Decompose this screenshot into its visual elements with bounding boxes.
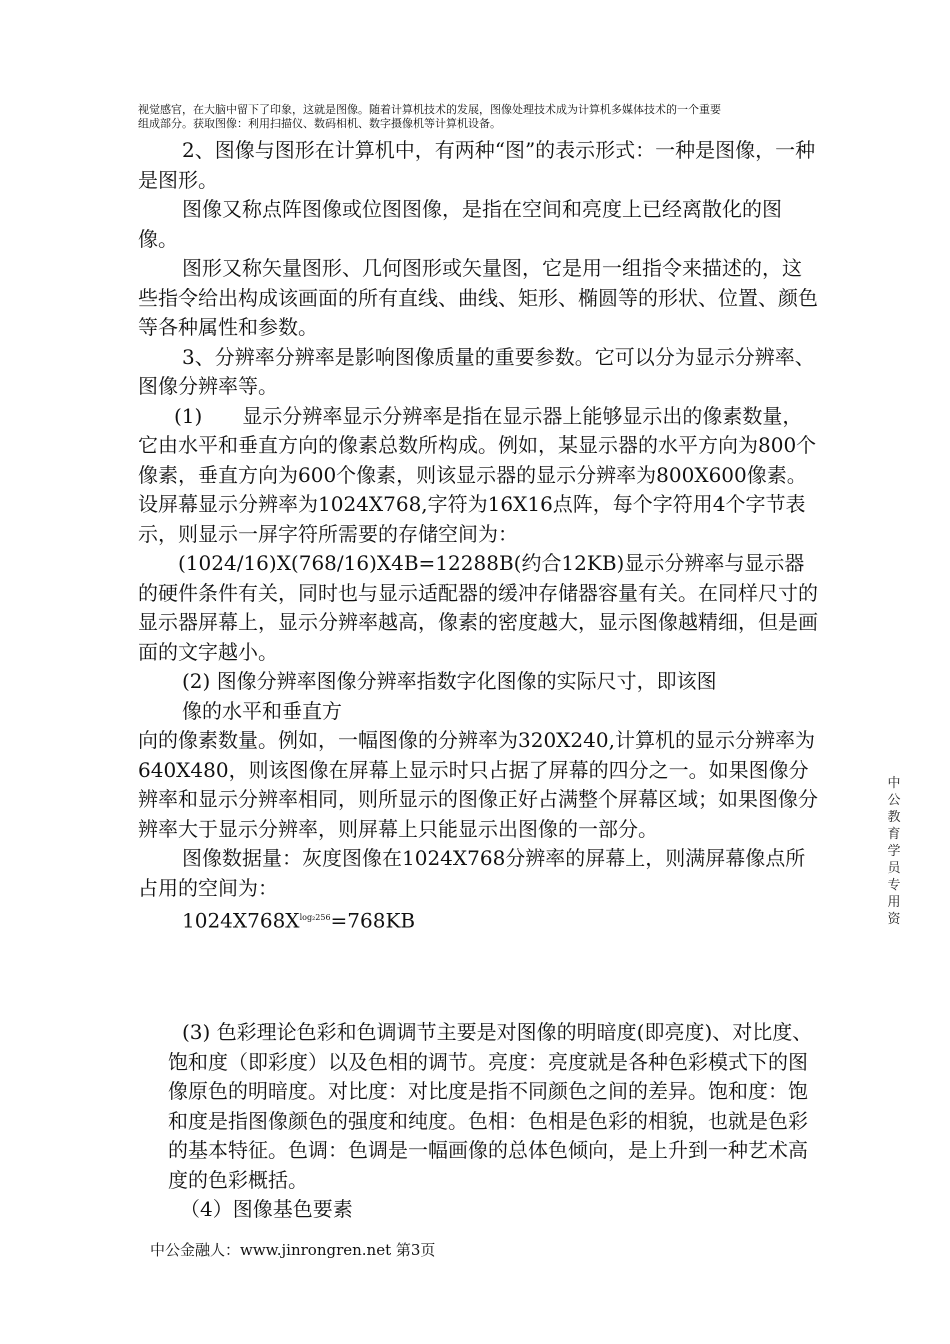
paragraph-image-resolution-b: 像的水平和垂直方	[182, 698, 342, 723]
paragraph-image-resolution-c: 向的像素数量。例如，一幅图像的分辨率为320X240,计算机的显示分辨率为640X480，则该图像在屏幕上显示时只占据了屏幕的四分之一。如果图像分辨率和显示分辨率相同，则所显示的图像正好占满整个屏幕区域；如果图像分辨率大于显示分辨率，则屏幕上只能显示出图像的一部分。	[138, 728, 818, 841]
intro-line-1: 视觉感官，在大脑中留下了印象，这就是图像。随着计算机技术的发展，图像处理技术成为计算机多媒体技术的一个重要	[138, 103, 721, 116]
paragraph-bitmap: 图像又称点阵图像或位图图像，是指在空间和亮度上已经离散化的图像。	[138, 197, 782, 251]
paragraph-image-resolution-a: (2) 图像分辨率图像分辨率指数字化图像的实际尺寸，即该图	[182, 669, 717, 693]
paragraph-resolution: 3、分辨率分辨率是影响图像质量的重要参数。它可以分为显示分辨率、图像分辨率等。	[138, 344, 815, 398]
paragraph-storage-calc: (1024/16)X(768/16)X4B=12288B(约合12KB)显示分辨率与显示器的硬件条件有关，同时也与显示适配器的缓冲存储器容量有关。在同样尺寸的显示器屏幕上，显示分辨率越高，像素的密度越大，显示图像越精细，但是画面的文字越小。	[138, 551, 818, 664]
body-block-2	[168, 1018, 818, 1225]
body-block-1	[138, 136, 818, 936]
formula-tail: =768KB	[330, 908, 416, 933]
page-footer: 中公金融人：www.jinrongren.net 第3页	[150, 1241, 436, 1259]
side-watermark: 中公教育学员专用资	[887, 776, 901, 927]
paragraph-image-vs-graphic: 2、图像与图形在计算机中，有两种“图”的表示形式：一种是图像，一种是图形。	[138, 138, 816, 192]
paragraph-vector: 图形又称矢量图形、几何图形或矢量图，它是用一组指令来描述的，这些指令给出构成该画面的所有直线、曲线、矩形、椭圆等的形状、位置、颜色等各种属性和参数。	[138, 256, 818, 339]
paragraph-color-theory: (3) 色彩理论色彩和色调调节主要是对图像的明暗度(即亮度)、对比度、饱和度（即彩度）以及色相的调节。亮度：亮度就是各种色彩模式下的图像原色的明暗度。对比度：对比度是指不同颜色之间的差异。饱和度：饱和度是指图像颜色的强度和纯度。色相：色相是色彩的相貌，也就是色彩的基本特征。色调：色调是一幅画像的总体色倾向，是上升到一种艺术高度的色彩概括。	[168, 1020, 813, 1192]
paragraph-display-resolution: (1) 显示分辨率显示分辨率是指在显示器上能够显示出的像素数量，它由水平和垂直方向的像素总数所构成。例如，某显示器的水平方向为800个像素，垂直方向为600个像素，则该显示器的显示分辨率为800X600像素。设屏幕显示分辨率为1024X768,字符为16X16点阵，每个字符用4个字节表示，则显示一屏字符所需要的存储空间为：	[138, 403, 817, 546]
paragraph-base-color: （4）图像基色要素	[180, 1197, 353, 1221]
formula-main: 1024X768X	[182, 908, 300, 933]
formula	[138, 903, 818, 936]
formula-log: log₂256	[299, 913, 331, 922]
paragraph-data-size: 图像数据量：灰度图像在1024X768分辨率的屏幕上，则满屏幕像点所占用的空间为：	[138, 846, 806, 900]
intro-line-2: 组成部分。获取图像：利用扫描仪、数码相机、数字摄像机等计算机设备。	[138, 117, 501, 130]
